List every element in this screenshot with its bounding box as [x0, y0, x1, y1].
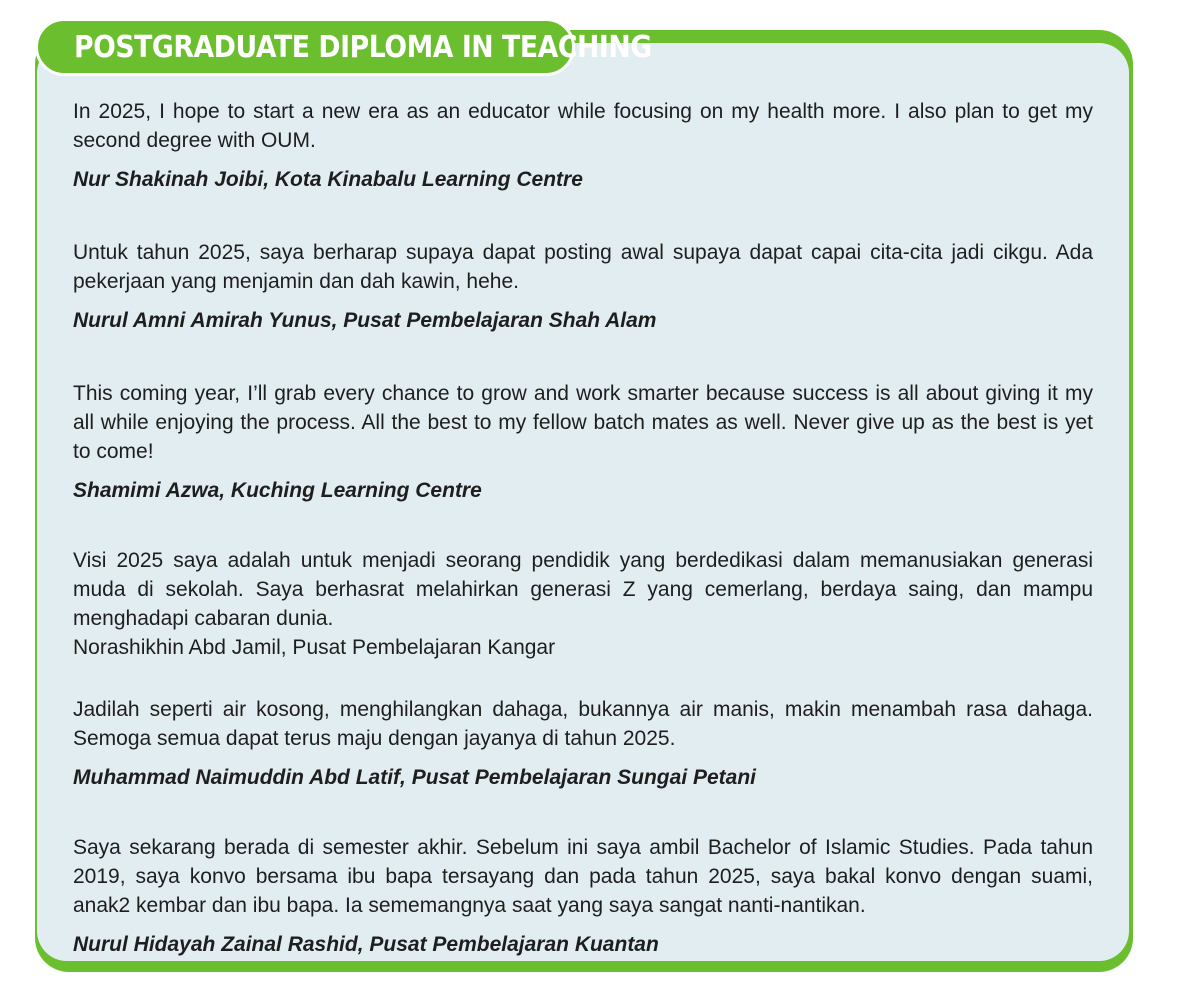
- testimonial-quote: In 2025, I hope to start a new era as an educator while focusing on my health more. I also plan to get my second degree with OUM.: [73, 100, 1093, 152]
- page-title: POSTGRADUATE DIPLOMA IN TEACHING: [74, 30, 652, 65]
- testimonial-item: [73, 379, 1093, 505]
- testimonial-author: Norashikhin Abd Jamil, Pusat Pembelajaran Kangar: [73, 636, 556, 659]
- testimonial-author: Muhammad Naimuddin Abd Latif, Pusat Pembelajaran Sungai Petani: [73, 766, 757, 789]
- testimonial-quote: This coming year, I’ll grab every chance to grow and work smarter because success is all about giving it my all while enjoying the process. All the best to my fellow batch mates as well. Never give up as the best is yet to come!: [73, 382, 1093, 463]
- testimonial-author: Nur Shakinah Joibi, Kota Kinabalu Learning Centre: [73, 168, 583, 191]
- testimonial-item: [73, 97, 1093, 194]
- testimonial-quote: Visi 2025 saya adalah untuk menjadi seorang pendidik yang berdedikasi dalam memanusiakan generasi muda di sekolah. Saya berhasrat melahirkan generasi Z yang cemerlang, berdaya saing, dan mampu menghadapi cabaran dunia.: [73, 549, 1093, 630]
- testimonial-list: [73, 97, 1093, 1003]
- testimonial-item: [73, 546, 1093, 662]
- testimonial-author: Nurul Hidayah Zainal Rashid, Pusat Pembelajaran Kuantan: [73, 933, 659, 956]
- testimonial-quote: Untuk tahun 2025, saya berharap supaya dapat posting awal supaya dapat capai cita-cita jadi cikgu. Ada pekerjaan yang menjamin dan dah kawin, hehe.: [73, 241, 1093, 293]
- testimonial-quote: Saya sekarang berada di semester akhir. Sebelum ini saya ambil Bachelor of Islamic Studies. Pada tahun 2019, saya konvo bersama ibu bapa tersayang dan pada tahun 2025, saya bakal konvo dengan suami, anak2 kembar dan ibu bapa. Ia sememangnya saat yang saya sangat nanti-nantikan.: [73, 836, 1093, 917]
- testimonial-item: [73, 833, 1093, 959]
- testimonial-item: [73, 238, 1093, 335]
- testimonial-author: Nurul Amni Amirah Yunus, Pusat Pembelajaran Shah Alam: [73, 309, 657, 332]
- testimonial-author: Shamimi Azwa, Kuching Learning Centre: [73, 479, 482, 502]
- testimonial-item: [73, 695, 1093, 792]
- testimonial-quote: Jadilah seperti air kosong, menghilangkan dahaga, bukannya air manis, makin menambah rasa dahaga. Semoga semua dapat terus maju dengan jayanya di tahun 2025.: [73, 698, 1093, 750]
